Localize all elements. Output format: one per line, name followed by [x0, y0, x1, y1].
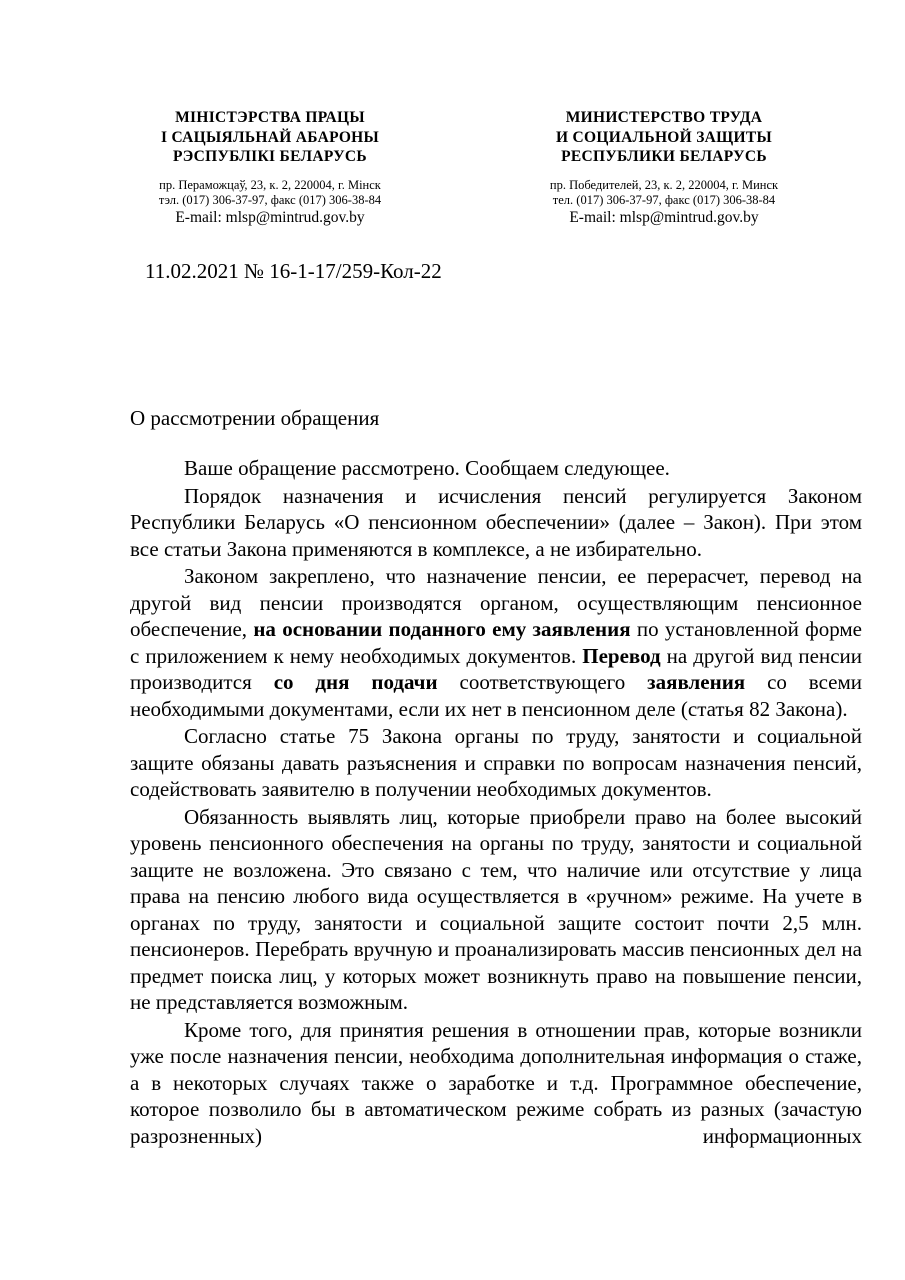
paragraph-software: Кроме того, для принятия решения в отношении прав, которые возникли уже после назначения пенсии, необходима дополнительная информация о стаже, а в некоторых случаях также о заработке и т.д. Программное обеспечение, которое позволило бы в автоматическом режиме собрать из разных (зачастую разрозненных) информационных	[130, 1017, 862, 1148]
text-run: на другой вид пенсии производится	[130, 643, 862, 694]
ministry-address-ru: пр. Победителей, 23, к. 2, 220004, г. Минск	[549, 177, 779, 192]
text-run: Законом закреплено, что назначение пенсии, ее перерасчет, перевод на другой вид пенсии производятся органом, осуществляющим пенсионное обеспечение,	[130, 564, 862, 641]
letterhead-belarusian	[100, 108, 440, 228]
ministry-name-be	[100, 108, 440, 167]
emphasis-text: со дня подачи	[273, 670, 438, 694]
text-run: по установленной форме с приложением к нему необходимых документов.	[130, 617, 862, 668]
ministry-name-line: І САЦЫЯЛЬНАЙ АБАРОНЫ	[160, 128, 380, 146]
paragraph-law: Порядок назначения и исчисления пенсий регулируется Законом Республики Беларусь «О пенсионном обеспечении» (далее – Закон). При этом все статьи Закона применяются в комплексе, а не избирательно.	[130, 483, 862, 561]
ministry-name-line: РЕСПУБЛИКИ БЕЛАРУСЬ	[561, 148, 767, 165]
ministry-email-be: E-mail: mlsp@mintrud.gov.by	[175, 208, 365, 226]
ministry-email-ru: E-mail: mlsp@mintrud.gov.by	[569, 208, 759, 226]
emphasis-text: Перевод	[582, 643, 661, 668]
emphasis-text: на основании поданного ему заявления	[253, 617, 631, 641]
ministry-name-line: РЭСПУБЛІКІ БЕЛАРУСЬ	[173, 148, 367, 165]
ministry-name-line: МИНИСТЕРСТВО ТРУДА	[565, 109, 763, 126]
ministry-address-be: пр. Пераможцаў, 23, к. 2, 220004, г. Мінск	[159, 177, 381, 192]
paragraph-intro: Ваше обращение рассмотрено. Сообщаем следующее.	[184, 456, 670, 480]
text-run: со всеми необходимыми документами, если их нет в пенсионном деле (статья 82 Закона).	[130, 670, 863, 721]
ministry-name-line: И СОЦИАЛЬНОЙ ЗАЩИТЫ	[555, 128, 773, 146]
paragraph-article-75: Согласно статье 75 Закона органы по труду, занятости и социальной защите обязаны давать разъяснения и справки по вопросам назначения пенсий, содействовать заявителю в получении необходимых документов.	[130, 724, 862, 801]
ministry-phone-be: тэл. (017) 306-37-97, факс (017) 306-38-84	[158, 192, 382, 207]
registration-number: 11.02.2021 № 16-1-17/259-Кол-22	[145, 259, 442, 283]
ministry-phone-ru: тел. (017) 306-37-97, факс (017) 306-38-84	[552, 192, 776, 207]
emphasis-text: заявления	[647, 670, 746, 694]
paragraph-application	[130, 563, 862, 722]
ministry-name-line: МІНІСТЭРСТВА ПРАЦЫ	[175, 109, 365, 126]
text-run: соответствующего	[437, 670, 648, 694]
paragraph-obligation: Обязанность выявлять лиц, которые приобрели право на более высокий уровень пенсионного обеспечения на органы по труду, занятости и социальной защите не возложена. Это связано с тем, что наличие или отсутствие у лица права на пенсию любого вида осуществляется в «ручном» режиме. На учете в органах по труду, занятости и социальной защите состоит почти 2,5 млн. пенсионеров. Перебрать вручную и проанализировать массив пенсионных дел на предмет поиска лиц, у которых может возникнуть право на повышение пенсии, не представляется возможным.	[130, 804, 862, 1014]
letterhead-russian	[494, 108, 834, 228]
ministry-name-ru	[494, 108, 834, 167]
letter-subject: О рассмотрении обращения	[130, 406, 380, 430]
letter-body	[130, 455, 862, 1149]
